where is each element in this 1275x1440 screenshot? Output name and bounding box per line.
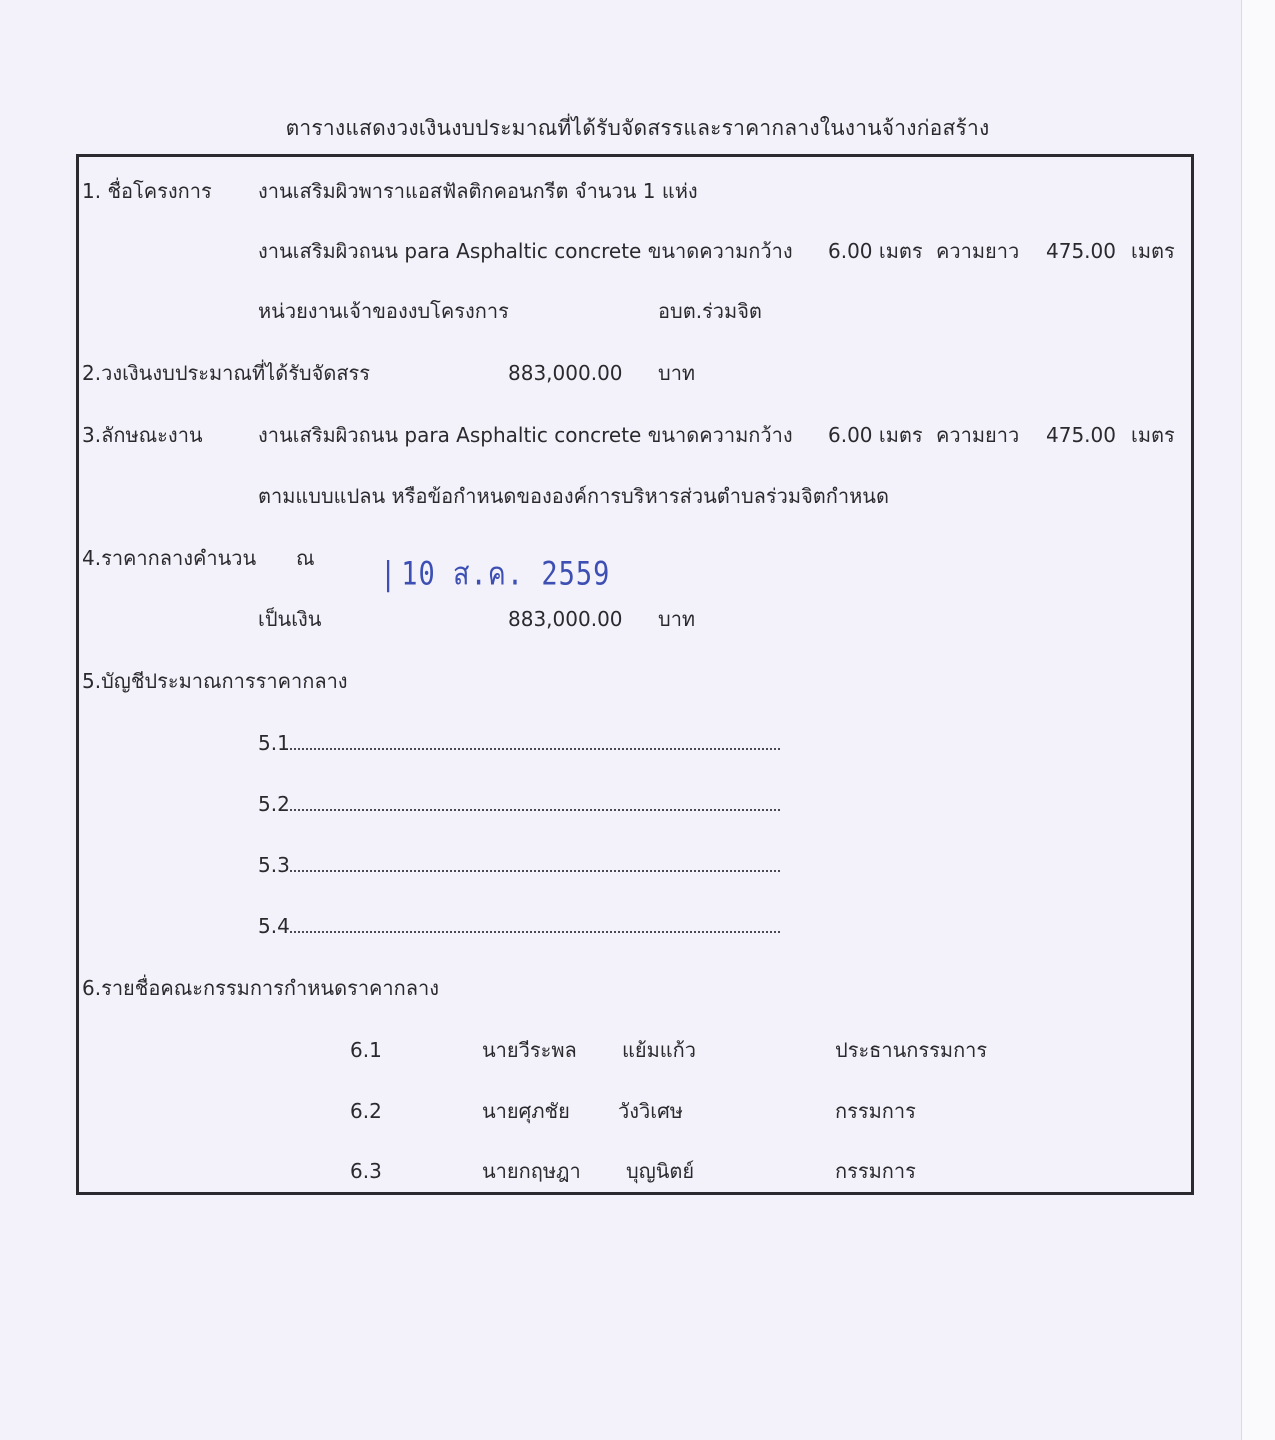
section-4-label: 4.ราคากลางคำนวน: [82, 546, 257, 570]
owner-value: อบต.ร่วมจิต: [658, 299, 762, 323]
owner-label: หน่วยงานเจ้าของงบโครงการ: [258, 299, 509, 323]
section-3-label: 3.ลักษณะงาน: [82, 423, 203, 447]
section-2-label: 2.วงเงินงบประมาณที่ได้รับจัดสรร: [82, 361, 371, 385]
member-role: กรรมการ: [835, 1159, 916, 1183]
median-currency: บาท: [658, 607, 696, 631]
date-stamp-text: 10 ส.ค. 2559: [401, 556, 611, 593]
member-number: 6.2: [350, 1099, 382, 1123]
project-length: 475.00: [1046, 239, 1116, 263]
section-5-label: 5.บัญชีประมาณการราคากลาง: [82, 669, 348, 693]
document-title: ตารางแสดงวงเงินงบประมาณที่ได้รับจัดสรรและราคากลางในงานจ้างก่อสร้าง: [285, 116, 990, 140]
work-width: 6.00 เมตร: [828, 423, 923, 447]
project-length-unit: เมตร: [1131, 239, 1175, 263]
estimate-item-blank: [290, 736, 780, 750]
work-spec: ตามแบบแปลน หรือข้อกำหนดขององค์การบริหารส่วนตำบลร่วมจิตกำหนด: [258, 484, 889, 508]
work-length: 475.00: [1046, 423, 1116, 447]
estimate-item-number: 5.3: [258, 853, 290, 877]
project-name: งานเสริมผิวพาราแอสฟัลติกคอนกรีต จำนวน 1 แห่ง: [258, 179, 698, 203]
date-at-label: ณ: [296, 546, 315, 570]
member-number: 6.1: [350, 1038, 382, 1062]
member-first-name: นายศุภชัย: [482, 1099, 570, 1123]
project-length-label: ความยาว: [936, 239, 1020, 263]
member-first-name: นายวีระพล: [482, 1038, 577, 1062]
date-stamp: | 10 ส.ค. 2559: [380, 556, 611, 593]
work-desc: งานเสริมผิวถนน para Asphaltic concrete ขนาดความกว้าง: [258, 423, 793, 447]
member-last-name: แย้มแก้ว: [622, 1038, 697, 1062]
member-number: 6.3: [350, 1159, 382, 1183]
estimate-item-number: 5.1: [258, 731, 290, 755]
budget-amount: 883,000.00: [508, 361, 623, 385]
project-desc: งานเสริมผิวถนน para Asphaltic concrete ขนาดความกว้าง: [258, 239, 793, 263]
estimate-item-blank: [290, 797, 780, 811]
estimate-item-number: 5.2: [258, 792, 290, 816]
work-length-unit: เมตร: [1131, 423, 1175, 447]
member-first-name: นายกฤษฎา: [482, 1159, 581, 1183]
section-1-label: 1. ชื่อโครงการ: [82, 179, 212, 203]
member-role: กรรมการ: [835, 1099, 916, 1123]
work-length-label: ความยาว: [936, 423, 1020, 447]
estimate-item-blank: [290, 919, 780, 933]
median-amount: 883,000.00: [508, 607, 623, 631]
member-last-name: วังวิเศษ: [618, 1099, 683, 1123]
estimate-item-blank: [290, 858, 780, 872]
member-last-name: บุญนิตย์: [626, 1159, 695, 1183]
median-amount-label: เป็นเงิน: [258, 607, 322, 631]
project-width: 6.00 เมตร: [828, 239, 923, 263]
estimate-item-number: 5.4: [258, 914, 290, 938]
member-role: ประธานกรรมการ: [835, 1038, 988, 1062]
budget-currency: บาท: [658, 361, 696, 385]
page-edge: [1241, 0, 1275, 1440]
section-6-label: 6.รายชื่อคณะกรรมการกำหนดราคากลาง: [82, 976, 440, 1000]
